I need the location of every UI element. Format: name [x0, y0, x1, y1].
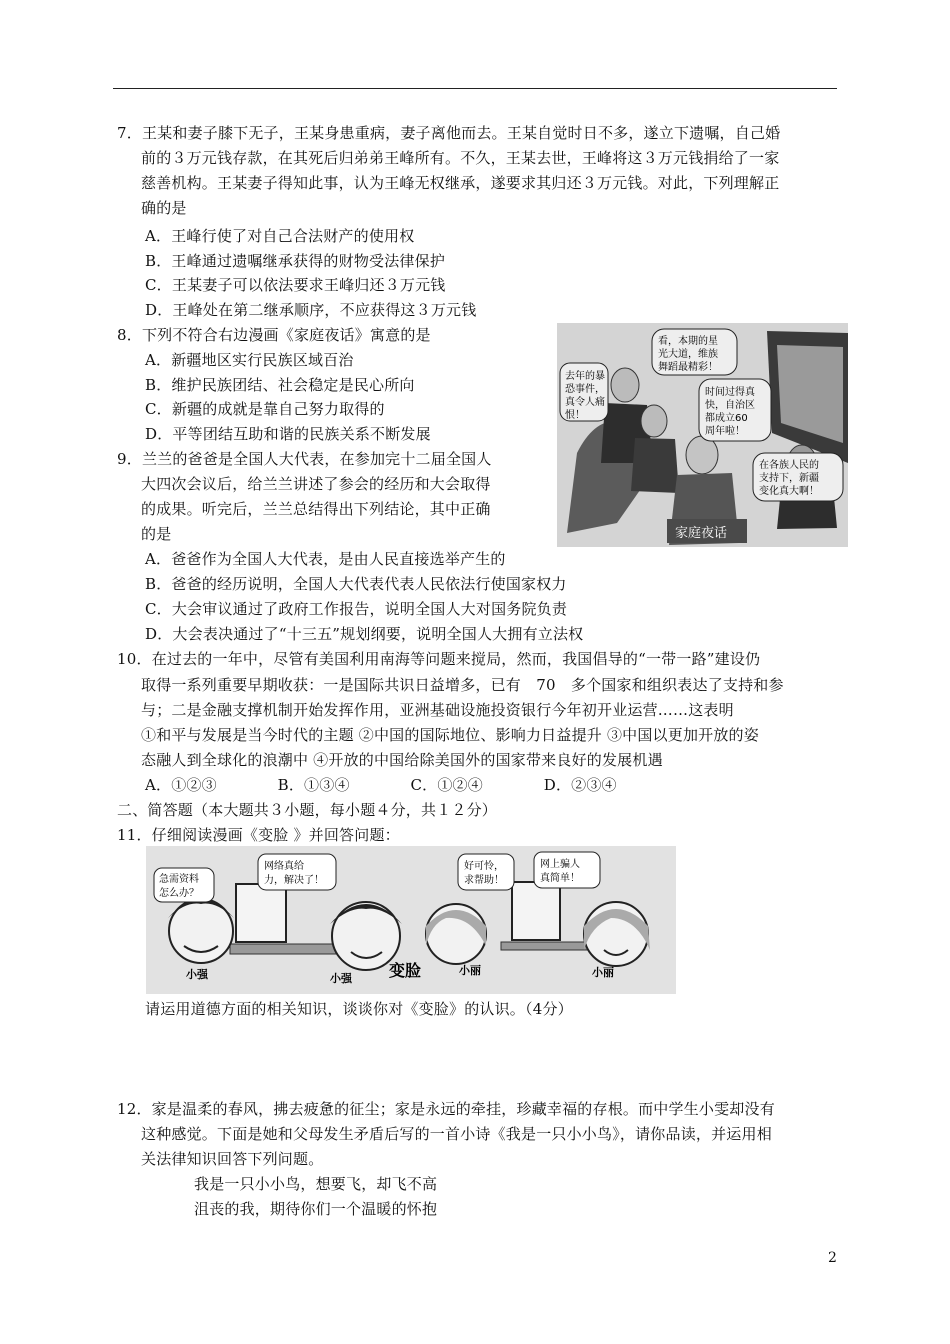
- cartoon-caption: 家庭夜话: [675, 526, 728, 541]
- q11-stem: 11．仔细阅读漫画《变脸 》并回答问题：: [117, 826, 400, 844]
- q10-line-3: 与；二是金融支撑机制开始发挥作用，亚洲基础设施投资银行今年初开业运营……这表明: [141, 701, 734, 719]
- svg-text:怎么办？: 怎么办？: [159, 888, 199, 899]
- svg-text:支持下，新疆: 支持下，新疆: [759, 473, 819, 484]
- q9-option-a: A．爸爸作为全国人大代表，是由人民直接选举产生的: [145, 550, 506, 568]
- q7-option-b: B．王峰通过遗嘱继承获得的财物受法律保护: [145, 252, 446, 270]
- q7-option-a: A．王峰行使了对自己合法财产的使用权: [145, 227, 415, 245]
- q9-option-d: D．大会表决通过了“十三五”规划纲要，说明全国人大拥有立法权: [145, 625, 584, 643]
- q7-line-2: 前的３万元钱存款，在其死后归弟弟王峰所有。不久，王某去世，王峰将这３万元钱捐给了一家: [141, 149, 780, 167]
- name-xiaoqiang-1: 小强: [186, 968, 208, 981]
- q12-line-2: 这种感觉。下面是她和父母发生矛盾后写的一首小诗《我是一只小小鸟》，请你品读，并运用相: [141, 1125, 772, 1143]
- q8-option-b: B．维护民族团结、社会稳定是民心所向: [145, 376, 415, 394]
- q10-line-2: 取得一系列重要早期收获：一是国际共识日益增多，已有 70 多个国家和组织表达了支持和参: [141, 676, 784, 694]
- q12-line-1: 12．家是温柔的春风，拂去疲惫的征尘；家是永远的牵挂，珍藏幸福的存根。而中学生小雯却没有: [117, 1100, 775, 1118]
- q10-line-4: ①和平与发展是当今时代的主题 ②中国的国际地位、影响力日益提升 ③中国以更加开放的姿: [141, 726, 759, 744]
- name-xiaoqiang-2: 小强: [330, 972, 352, 985]
- q11-question: 请运用道德方面的相关知识，谈谈你对《变脸》的认识。（4分）: [145, 1000, 573, 1018]
- poem-line-2: 沮丧的我，期待你们一个温暖的怀抱: [194, 1200, 438, 1218]
- svg-text:网络真给: 网络真给: [264, 861, 304, 872]
- q7-option-d: D．王峰处在第二继承顺序，不应获得这３万元钱: [145, 301, 477, 319]
- svg-text:恐事件，: 恐事件，: [565, 384, 605, 395]
- svg-text:都成立60: 都成立60: [705, 413, 748, 424]
- q8-option-a: A．新疆地区实行民族区域百治: [145, 351, 354, 369]
- bubble-1: [154, 868, 214, 902]
- q9-line-1: 9．兰兰的爸爸是全国人大代表，在参加完十二届全国人: [117, 450, 492, 468]
- svg-text:真令人痛: 真令人痛: [565, 397, 605, 408]
- svg-text:去年的暴: 去年的暴: [565, 371, 605, 382]
- svg-text:好可怜，: 好可怜，: [464, 861, 504, 872]
- svg-text:光大道，维族: 光大道，维族: [658, 349, 718, 360]
- cartoon-title: 变脸: [389, 961, 422, 980]
- svg-text:恨！: 恨！: [565, 410, 585, 421]
- bubble-4: [753, 453, 843, 501]
- q10-line-5: 态融人到全球化的浪潮中 ④开放的中国给除美国外的国家带来良好的发展机遇: [141, 751, 663, 769]
- family-night-talk-cartoon: [557, 323, 848, 547]
- svg-text:急需资料: 急需资料: [159, 874, 199, 885]
- bubble-4: [534, 852, 600, 888]
- name-xiaoli-1: 小丽: [459, 964, 481, 977]
- svg-text:网上骗人: 网上骗人: [540, 859, 580, 870]
- bubble-3: [458, 854, 514, 890]
- q8-stem: 8．下列不符合右边漫画《家庭夜话》寓意的是: [117, 326, 431, 344]
- q12-line-3: 关法律知识回答下列问题。: [141, 1150, 324, 1168]
- bubble-2: [258, 854, 336, 890]
- bubble-3: [699, 379, 771, 441]
- q7-line-3: 慈善机构。王某妻子得知此事，认为王峰无权继承，遂要求其归还３万元钱。对此，下列理解正: [141, 174, 780, 192]
- poem-line-1: 我是一只小小鸟，想要飞，却飞不高: [194, 1175, 438, 1193]
- bubble-1: [560, 363, 608, 421]
- q10-line-1: 10．在过去的一年中，尽管有美国利用南海等问题来搅局，然而，我国倡导的“一带一路”建设仍: [117, 650, 761, 668]
- svg-text:快，自治区: 快，自治区: [705, 400, 755, 411]
- bubble-2: [652, 329, 737, 375]
- section-2-heading: 二、简答题（本大题共３小题，每小题４分，共１２分）: [117, 801, 498, 819]
- face-change-cartoon: [146, 846, 676, 994]
- header-rule: [113, 88, 837, 89]
- svg-text:真简单！: 真简单！: [540, 873, 580, 884]
- svg-text:看，本期的星: 看，本期的星: [658, 336, 718, 347]
- svg-text:变化真大啊！: 变化真大啊！: [759, 486, 819, 497]
- q9-line-4: 的是: [141, 525, 172, 543]
- name-xiaoli-2: 小丽: [592, 966, 614, 979]
- q9-line-3: 的成果。听完后，兰兰总结得出下列结论，其中正确: [141, 500, 491, 518]
- q8-option-c: C．新疆的成就是靠自己努力取得的: [145, 400, 385, 418]
- q9-option-b: B．爸爸的经历说明，全国人大代表代表人民依法行使国家权力: [145, 575, 567, 593]
- svg-text:力，解决了！: 力，解决了！: [264, 875, 324, 886]
- q7-line-1: 7．王某和妻子膝下无子，王某身患重病，妻子离他而去。王某自觉时日不多，遂立下遗嘱，自己婚: [117, 124, 781, 142]
- svg-text:求帮助！: 求帮助！: [464, 875, 504, 886]
- svg-text:时间过得真: 时间过得真: [705, 387, 755, 398]
- q10-options: A．①②③ B．①③④ C．①②④ D．②③④: [145, 776, 617, 794]
- q9-line-2: 大四次会议后，给兰兰讲述了参会的经历和大会取得: [141, 475, 491, 493]
- q7-option-c: C．王某妻子可以依法要求王峰归还３万元钱: [145, 276, 446, 294]
- svg-text:舞蹈最精彩！: 舞蹈最精彩！: [658, 362, 718, 373]
- q9-option-c: C．大会审议通过了政府工作报告，说明全国人大对国务院负责: [145, 600, 568, 618]
- svg-text:周年啦！: 周年啦！: [705, 426, 745, 437]
- q8-option-d: D．平等团结互助和谐的民族关系不断发展: [145, 425, 431, 443]
- q7-line-4: 确的是: [141, 199, 187, 217]
- page-number: 2: [828, 1250, 837, 1266]
- svg-text:在各族人民的: 在各族人民的: [759, 460, 819, 471]
